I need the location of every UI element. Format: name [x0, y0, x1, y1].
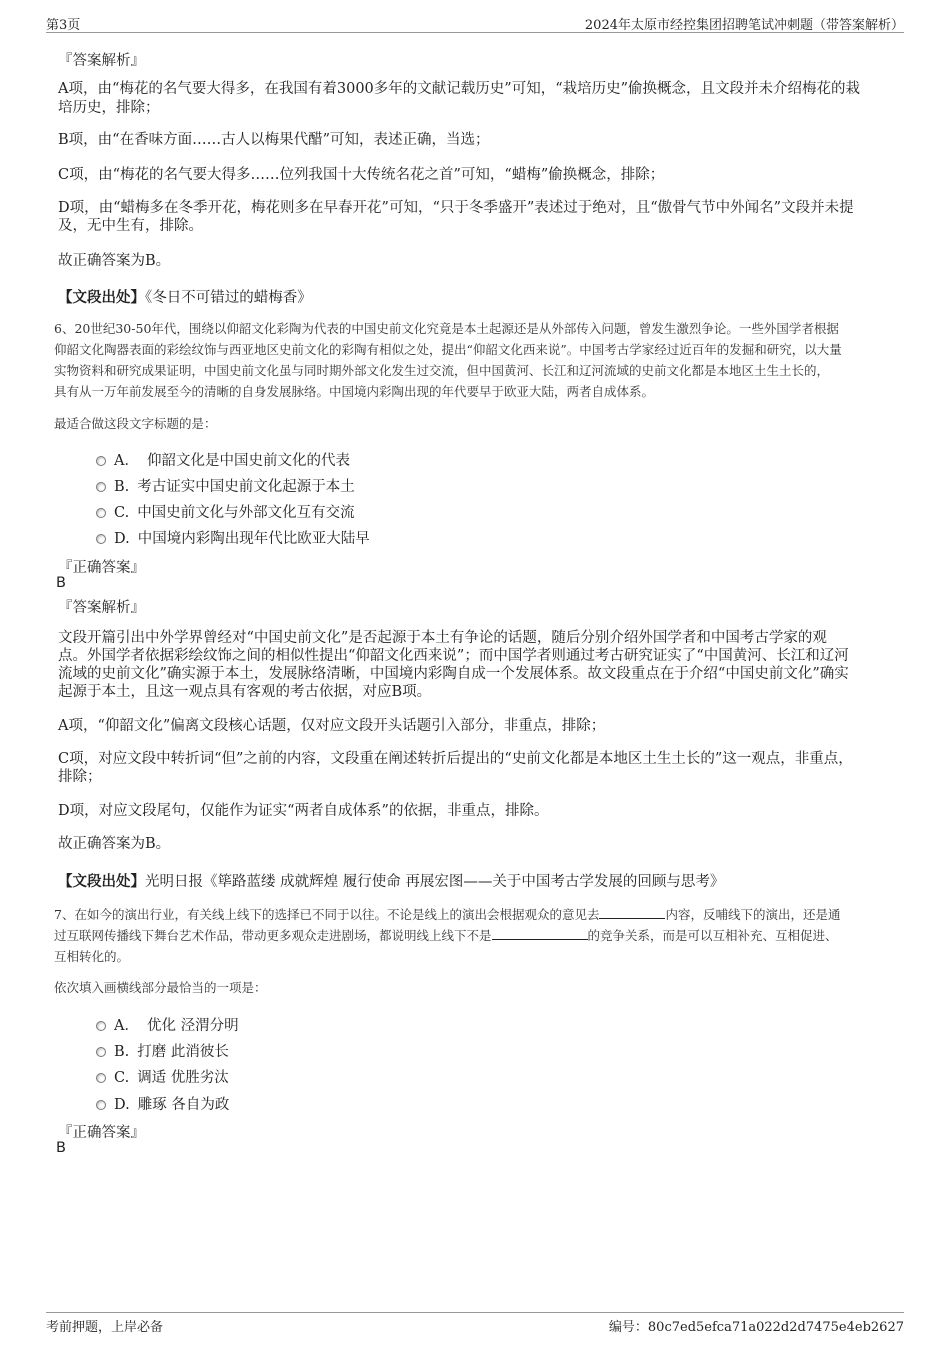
option-text: 仰韶文化是中国史前文化的代表 [146, 453, 350, 469]
q6-analysis-label: 『答案解析』 [58, 600, 145, 616]
option-text: 调适 优胜劣汰 [137, 1070, 229, 1086]
q7-stem-part2: 内容，反哺线下的演出，还是通 [665, 907, 841, 922]
q5-source-label: 【文段出处】 [58, 289, 145, 306]
radio-icon[interactable] [96, 482, 106, 492]
option-text: 雕琢 各自为政 [137, 1097, 230, 1113]
option-text: 优化 泾渭分明 [146, 1018, 239, 1034]
q6-stem-line2: 仰韶文化陶器表面的彩绘纹饰与西亚地区史前文化的彩陶有相似之处，提出“仰韶文化西来说”。中国考古学家经过近百年的发掘和研究，以大量 [54, 342, 842, 357]
page-number: 第3页 [46, 18, 81, 33]
q6-prompt: 最适合做这段文字标题的是： [54, 416, 217, 431]
q6-option-a[interactable] [96, 449, 350, 470]
fill-blank-1 [599, 905, 665, 919]
q7-stem-line1 [54, 905, 896, 924]
q5-analysis-a-line1: A项，由“梅花的名气要大得多，在我国有着3000多年的文献记载历史”可知，“栽培历史”偷换概念，且文段并未介绍梅花的栽 [58, 81, 861, 97]
page-header [46, 10, 904, 33]
q6-correct-answer: B [56, 575, 66, 591]
q5-analysis-c: C项，由“梅花的名气要大得多……位列我国十大传统名花之首”可知，“蜡梅”偷换概念，排除； [58, 167, 665, 183]
option-text: 考古证实中国史前文化起源于本土 [137, 479, 355, 495]
q5-analysis-d-line2: 及，无中生有，排除。 [58, 218, 203, 234]
q6-source-label: 【文段出处】 [58, 873, 145, 890]
option-text: 打磨 此消彼长 [137, 1044, 229, 1060]
q5-source-text: 《冬日不可错过的蜡梅香》 [145, 290, 312, 306]
q7-correct-label: 『正确答案』 [58, 1125, 145, 1141]
q7-option-d[interactable] [96, 1093, 229, 1114]
q5-analysis-label: 『答案解析』 [58, 53, 145, 69]
option-letter: D. [114, 531, 130, 547]
q5-analysis-a-line2: 培历史，排除； [58, 100, 160, 116]
radio-icon[interactable] [96, 1047, 106, 1057]
document-title: 2024年太原市经控集团招聘笔试冲刺题（带答案解析） [584, 18, 904, 33]
q5-analysis-b: B项，由“在香味方面……古人以梅果代醋”可知，表述正确，当选； [58, 132, 490, 148]
option-text: 中国史前文化与外部文化互有交流 [137, 505, 355, 521]
q6-analysis-c-line2: 排除； [58, 769, 102, 785]
q6-analysis-a: A项，“仰韶文化”偏离文段核心话题，仅对应文段开头话题引入部分，非重点，排除； [58, 718, 606, 734]
q6-analysis-c-line1: C项，对应文段中转折词“但”之前的内容，文段重在阐述转折后提出的“史前文化都是本地区土生土长的”这一观点，非重点， [58, 751, 853, 767]
q7-stem-line3: 互相转化的。 [54, 949, 130, 964]
radio-icon[interactable] [96, 456, 106, 466]
radio-icon[interactable] [96, 1100, 106, 1110]
option-letter: D. [114, 1097, 130, 1113]
q7-option-b[interactable] [96, 1040, 229, 1061]
q7-prompt: 依次填入画横线部分最恰当的一项是： [54, 980, 267, 995]
q6-analysis-line2: 点。外国学者依据彩绘纹饰之间的相似性提出“仰韶文化西来说”；而中国学者则通过考古研究证实了“中国黄河、长江和辽河 [58, 648, 849, 664]
radio-icon[interactable] [96, 1073, 106, 1083]
option-letter: A． [114, 453, 139, 469]
q7-stem-line2 [54, 926, 896, 945]
option-letter: C. [114, 1070, 130, 1086]
q6-analysis-line4: 起源于本土，且这一观点具有客观的考古依据，对应B项。 [58, 684, 432, 700]
q7-correct-answer: B [56, 1140, 66, 1156]
q7-stem-part1: 7、在如今的演出行业，有关线上线下的选择已不同于以往。不论是线上的演出会根据观众的意见去 [54, 907, 600, 922]
q6-analysis-d: D项，对应文段尾句，仅能作为证实“两者自成体系”的依据，非重点，排除。 [58, 803, 549, 819]
q6-source-text: 光明日报《筚路蓝缕 成就辉煌 履行使命 再展宏图——关于中国考古学发展的回顾与思考》 [145, 874, 725, 890]
q6-option-d[interactable] [96, 527, 370, 548]
q6-stem-line3: 实物资料和研究成果证明，中国史前文化虽与同时期外部文化发生过交流，但中国黄河、长江和辽河流域的史前文化都是本地区土生土长的， [54, 363, 830, 378]
q6-stem-line4: 具有从一万年前发展至今的清晰的自身发展脉络。中国境内彩陶出现的年代要早于欧亚大陆，两者自成体系。 [54, 384, 655, 399]
radio-icon[interactable] [96, 508, 106, 518]
option-letter: A． [114, 1018, 139, 1034]
q7-stem-part4: 的竞争关系，而是可以互相补充、互相促进、 [587, 928, 838, 943]
footer-slogan: 考前押题，上岸必备 [46, 1320, 164, 1335]
radio-icon[interactable] [96, 1021, 106, 1031]
q7-option-a[interactable] [96, 1014, 239, 1035]
fill-blank-2 [492, 926, 588, 940]
q6-analysis-line3: 流域的史前文化”确实源于本土，发展脉络清晰，中国境内彩陶自成一个发展体系。故文段重点在于介绍“中国史前文化”确实 [58, 666, 849, 682]
q6-option-c[interactable] [96, 501, 355, 522]
option-text: 中国境内彩陶出现年代比欧亚大陆早 [137, 531, 370, 547]
q7-option-c[interactable] [96, 1066, 229, 1087]
option-letter: C. [114, 505, 130, 521]
document-code: 编号：80c7ed5efca71a022d2d7475e4eb2627 [608, 1320, 904, 1335]
option-letter: B. [114, 1044, 130, 1060]
radio-icon[interactable] [96, 534, 106, 544]
q5-conclusion: 故正确答案为B。 [58, 253, 171, 269]
page-footer [46, 1312, 904, 1339]
option-letter: B. [114, 479, 130, 495]
q6-analysis-line1: 文段开篇引出中外学界曾经对“中国史前文化”是否起源于本土有争论的话题，随后分别介绍外国学者和中国考古学家的观 [58, 630, 827, 646]
q7-stem-part3: 过互联网传播线下舞台艺术作品，带动更多观众走进剧场，都说明线上线下不是 [54, 928, 492, 943]
q6-correct-label: 『正确答案』 [58, 560, 145, 576]
q6-conclusion: 故正确答案为B。 [58, 836, 171, 852]
q6-stem-line1: 6、20世纪30-50年代，围绕以仰韶文化彩陶为代表的中国史前文化究竟是本土起源还是从外部传入问题，曾发生激烈争论。一些外国学者根据 [54, 321, 839, 336]
q6-source [58, 870, 724, 891]
q5-analysis-d-line1: D项，由“蜡梅多在冬季开花，梅花则多在早春开花”可知，“只于冬季盛开”表述过于绝对，且“傲骨气节中外闻名”文段并未提 [58, 200, 854, 216]
q6-option-b[interactable] [96, 475, 355, 496]
q5-source [58, 286, 312, 307]
